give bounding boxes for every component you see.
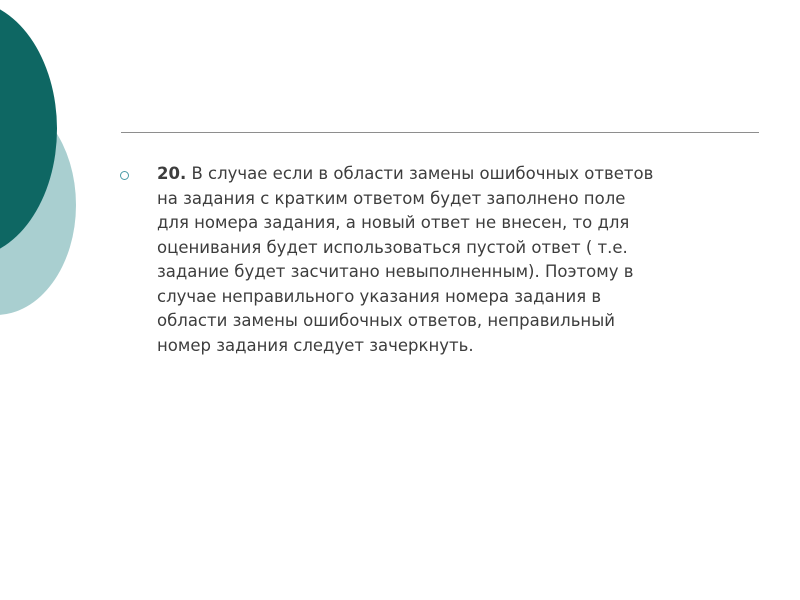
bullet-paragraph xyxy=(157,162,757,358)
item-number: 20. xyxy=(157,164,187,183)
horizontal-divider xyxy=(121,132,759,133)
paragraph-line: случае неправильного указания номера задания в xyxy=(157,286,602,306)
paragraph-line: области замены ошибочных ответов, неправильный xyxy=(157,311,615,330)
paragraph-line: на задания с кратким ответом будет заполнено поле xyxy=(157,188,626,208)
bullet-circle-icon xyxy=(120,171,129,180)
paragraph-line: задание будет засчитано невыполненным). Поэтому в xyxy=(157,262,634,281)
paragraph-line xyxy=(157,162,757,187)
paragraph-line: для номера задания, а новый ответ не внесен, то для xyxy=(157,213,630,232)
paragraph-line: номер задания следует зачеркнуть. xyxy=(157,335,474,355)
paragraph-line: оценивания будет использоваться пустой ответ ( т.е. xyxy=(157,237,628,257)
line-text: В случае если в области замены ошибочных ответов xyxy=(191,164,654,183)
